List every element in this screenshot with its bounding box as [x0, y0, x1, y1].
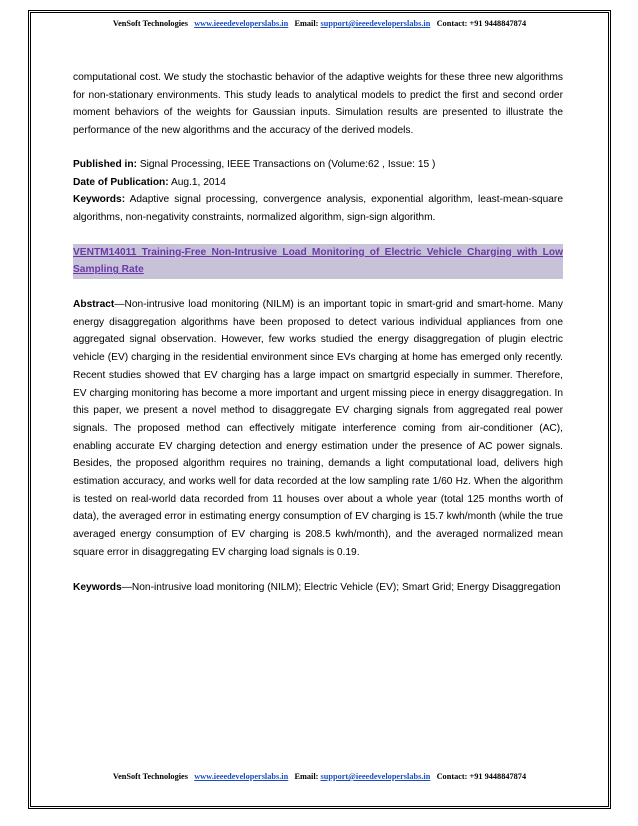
footer-email-link[interactable]: support@ieeedeveloperslabs.in	[320, 772, 431, 781]
page-header	[32, 19, 607, 28]
date-line	[73, 174, 563, 192]
published-label: Published in:	[73, 158, 137, 170]
keywords-value: Adaptive signal processing, convergence analysis, exponential algorithm, least-mean-square algorithms, non-negativity constraints, normalized algorithm, sign-sign algorithm.	[73, 194, 563, 223]
keywords-paragraph	[73, 579, 563, 597]
abstract-continuation: computational cost. We study the stochastic behavior of the adaptive weights for these three new algorithms for non-stationary environments. This study leads to analytical models to predict the first and second order moment behaviors of the weights for Gaussian inputs. Simulation results are presented to illustrate the performance of the new algorithms and the accuracy of the derived models.	[73, 72, 563, 137]
abstract-paragraph	[73, 296, 563, 562]
footer-contact: Contact: +91 9448847874	[436, 772, 527, 781]
header-email-label: Email:	[294, 19, 319, 28]
header-website-link[interactable]: www.ieeedeveloperslabs.in	[194, 19, 289, 28]
keywords2-value: —Non-intrusive load monitoring (NILM); Electric Vehicle (EV); Smart Grid; Energy Disaggregation	[121, 581, 561, 593]
header-contact: Contact: +91 9448847874	[436, 19, 527, 28]
header-email-link[interactable]: support@ieeedeveloperslabs.in	[320, 19, 431, 28]
abstract-text: —Non-intrusive load monitoring (NILM) is an important topic in smart-grid and smart-home. Many energy disaggregation algorithms have been proposed to detect various individual appliances from one aggregated signal observation. However, few works studied the energy disaggregation of plugin electric vehicle (EV) charging in the residential environment since EVs charging at home has emerged only recently. Recent studies showed that EV charging has a large impact on smartgrid especially in summer. Therefore, EV charging monitoring has become a more important and urgent missing piece in energy disaggregation. In this paper, we present a novel method to disaggregate EV charging signals from aggregated real power signals. The proposed method can effectively mitigate interference coming from air-conditioner (AC), enabling accurate EV charging detection and energy estimation under the presence of AC power signals. Besides, the proposed algorithm requires no training, demands a light computational load, delivers high estimation accuracy, and works well for data recorded at the low sampling rate 1/60 Hz. When the algorithm is tested on real-world data recorded from 11 houses over about a whole year (total 125 months worth of data), the averaged error in estimating energy consumption of EV charging is 15.7 kwh/month (while the true averaged energy consumption of EV charging is 208.5 kwh/month), and the averaged normalized mean square error in disaggregating EV charging load signals is 0.19.	[73, 299, 563, 558]
published-in-line	[73, 156, 563, 174]
footer-website-link[interactable]: www.ieeedeveloperslabs.in	[194, 772, 289, 781]
document-body	[73, 69, 563, 596]
footer-email-label: Email:	[294, 772, 319, 781]
footer-company: VenSoft Technologies	[112, 772, 188, 781]
keywords-label: Keywords:	[73, 194, 126, 206]
keywords-line	[73, 191, 563, 226]
page-footer	[32, 772, 607, 781]
published-value: Signal Processing, IEEE Transactions on (Volume:62 , Issue: 15 )	[139, 158, 436, 170]
date-value: Aug.1, 2014	[170, 176, 226, 188]
paper-title: VENTM14011 Training-Free Non-Intrusive Load Monitoring of Electric Vehicle Charging with Low Sampling Rate	[73, 244, 563, 279]
keywords2-label: Keywords	[73, 581, 122, 593]
date-label: Date of Publication:	[73, 176, 169, 188]
header-company: VenSoft Technologies	[112, 19, 188, 28]
abstract-label: Abstract	[73, 299, 115, 311]
